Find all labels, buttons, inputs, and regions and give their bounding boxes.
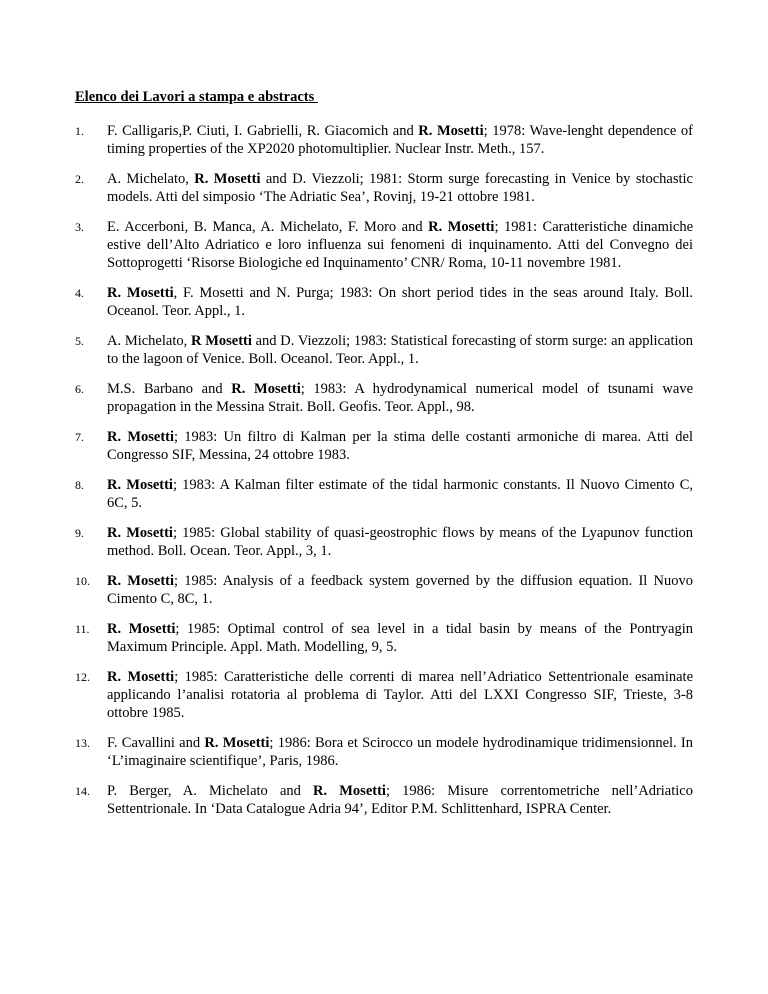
list-item-text: M.S. Barbano and R. Mosetti; 1983: A hydrodynamical numerical model of tsunami wave propagation in the Messina Strait. Boll. Geofis. Teor. Appl., 98. bbox=[107, 381, 694, 415]
list-item-text: R. Mosetti; 1985: Analysis of a feedback system governed by the diffusion equation. Il Nuovo Cimento C, 8C, 1. bbox=[107, 573, 694, 607]
document-title: Elenco dei Lavori a stampa e abstracts bbox=[75, 89, 318, 105]
list-item-text: R. Mosetti; 1983: A Kalman filter estimate of the tidal harmonic constants. Il Nuovo Cimento C, 6C, 5. bbox=[107, 477, 694, 511]
author-highlight: R. Mosetti bbox=[107, 573, 175, 589]
list-item-text: E. Accerboni, B. Manca, A. Michelato, F. Moro and R. Mosetti; 1981: Caratteristiche dinamiche estive dell’Alto Adriatico e loro influenza sui fenomeni di inquinamento. Atti del Convegno dei Sottoprogetti ‘Risorse Biologiche ed Inquinamento’ CNR/ Roma, 10-11 novembre 1981. bbox=[107, 219, 694, 271]
list-item-number: 2. bbox=[75, 172, 84, 186]
list-item-number: 5. bbox=[75, 334, 84, 348]
list-item-number: 11. bbox=[75, 622, 90, 636]
author-highlight: R. Mosetti bbox=[107, 669, 175, 685]
list-item-number: 9. bbox=[75, 526, 84, 540]
author-highlight: R Mosetti bbox=[190, 333, 252, 349]
list-item-number: 4. bbox=[75, 286, 84, 300]
list-item-number: 10. bbox=[75, 574, 90, 588]
author-highlight: R. Mosetti bbox=[428, 219, 495, 235]
list-item-number: 12. bbox=[75, 670, 90, 684]
list-item-number: 6. bbox=[75, 382, 84, 396]
author-highlight: R. Mosetti bbox=[107, 477, 173, 493]
list-item-text: R. Mosetti, F. Mosetti and N. Purga; 1983: On short period tides in the seas around Italy. Boll. Oceanol. Teor. Appl., 1. bbox=[107, 285, 694, 319]
list-item-text: F. Cavallini and R. Mosetti; 1986: Bora et Scirocco un modele hydrodinamique tridimensionnel. In ‘L’imaginaire scientifique’, Paris, 1986. bbox=[107, 735, 694, 769]
list-item-text: F. Calligaris,P. Ciuti, I. Gabrielli, R. Giacomich and R. Mosetti; 1978: Wave-lenght dependence of timing properties of the XP2020 photomultiplier. Nuclear Instr. Meth., 157. bbox=[107, 123, 693, 157]
list-item-text: R. Mosetti; 1985: Global stability of quasi-geostrophic flows by means of the Lyapunov function method. Boll. Ocean. Teor. Appl., 3, 1. bbox=[107, 525, 694, 559]
list-item-number: 1. bbox=[75, 124, 84, 138]
author-highlight: R. Mosetti bbox=[107, 285, 174, 301]
list-item-number: 3. bbox=[75, 220, 84, 234]
author-highlight: R. Mosetti bbox=[204, 735, 270, 751]
list-item-text: P. Berger, A. Michelato and R. Mosetti; 1986: Misure correntometriche nell’Adriatico Settentrionale. In ‘Data Catalogue Adria 94’, Editor P.M. Schlittenhard, ISPRA Center. bbox=[107, 783, 693, 817]
author-highlight: R. Mosetti bbox=[194, 171, 261, 187]
list-item-number: 8. bbox=[75, 478, 84, 492]
list-item-text: R. Mosetti; 1985: Optimal control of sea level in a tidal basin by means of the Pontryagin Maximum Principle. Appl. Math. Modelling, 9, 5. bbox=[107, 621, 693, 655]
author-highlight: R. Mosetti bbox=[107, 525, 173, 541]
author-highlight: R. Mosetti bbox=[107, 429, 175, 445]
list-item-number: 13. bbox=[75, 736, 90, 750]
list-item-text: R. Mosetti; 1983: Un filtro di Kalman per la stima delle costanti armoniche di marea. Atti del Congresso SIF, Messina, 24 ottobre 1983. bbox=[107, 429, 694, 463]
list-item-text: R. Mosetti; 1985: Caratteristiche delle correnti di marea nell’Adriatico Settentrionale esaminate applicando l’analisi rotatoria al problema di Taylor. Atti del LXXI Congresso SIF, Trieste, 3-8 ottobre 1985. bbox=[107, 669, 694, 721]
author-highlight: R. Mosetti bbox=[418, 123, 484, 139]
list-item-text: A. Michelato, R. Mosetti and D. Viezzoli; 1981: Storm surge forecasting in Venice by stochastic models. Atti del simposio ‘The Adriatic Sea’, Rovinj, 19-21 ottobre 1981. bbox=[107, 171, 693, 205]
list-item-text: A. Michelato, R Mosetti and D. Viezzoli; 1983: Statistical forecasting of storm surge: an application to the lagoon of Venice. Boll. Oceanol. Teor. Appl., 1. bbox=[107, 333, 694, 367]
author-highlight: R. Mosetti bbox=[313, 783, 386, 799]
author-highlight: R. Mosetti bbox=[107, 621, 176, 637]
list-item-number: 14. bbox=[75, 784, 90, 798]
author-highlight: R. Mosetti bbox=[231, 381, 301, 397]
list-item-number: 7. bbox=[75, 430, 84, 444]
